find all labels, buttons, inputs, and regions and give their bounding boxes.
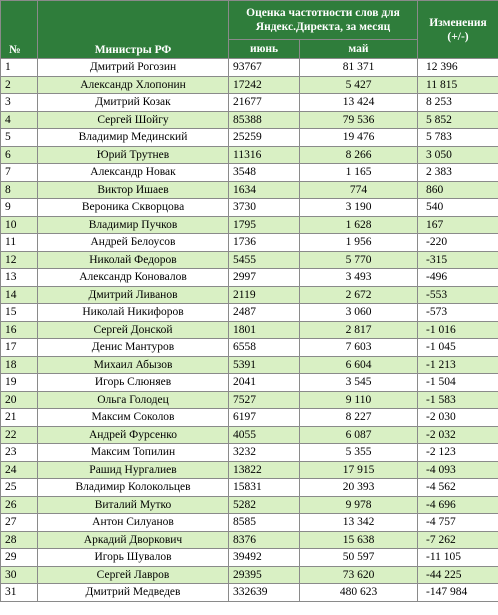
cell-change-value: 167 (418, 216, 498, 234)
cell-june-value: 39492 (229, 549, 300, 567)
table-row (1, 199, 498, 217)
cell-number: 14 (1, 286, 38, 304)
table-row (1, 514, 498, 532)
cell-change-value: -4 093 (418, 461, 498, 479)
cell-minister-name: Игорь Слюняев (38, 374, 229, 392)
cell-minister-name: Андрей Фурсенко (38, 426, 229, 444)
cell-june-value: 93767 (229, 59, 300, 77)
cell-may-value: 1 628 (300, 216, 418, 234)
cell-june-value: 5391 (229, 356, 300, 374)
table-row (1, 461, 498, 479)
cell-june-value: 6558 (229, 339, 300, 357)
cell-minister-name: Игорь Шувалов (38, 549, 229, 567)
cell-minister-name: Дмитрий Медведев (38, 584, 229, 602)
header-frequency-group: Оценка частотности слов для Яндекс.Директа, за месяц (229, 1, 418, 40)
cell-number: 23 (1, 444, 38, 462)
cell-change-value: -315 (418, 251, 498, 269)
cell-change-value: 5 852 (418, 111, 498, 129)
cell-june-value: 3232 (229, 444, 300, 462)
cell-may-value: 50 597 (300, 549, 418, 567)
table-row (1, 111, 498, 129)
cell-may-value: 73 620 (300, 566, 418, 584)
header-number: № (1, 1, 38, 59)
cell-change-value: 8 253 (418, 94, 498, 112)
cell-number: 28 (1, 531, 38, 549)
cell-number: 11 (1, 234, 38, 252)
cell-may-value: 6 087 (300, 426, 418, 444)
cell-change-value: -1 213 (418, 356, 498, 374)
table-row (1, 164, 498, 182)
cell-change-value: -147 984 (418, 584, 498, 602)
cell-may-value: 1 165 (300, 164, 418, 182)
cell-june-value: 13822 (229, 461, 300, 479)
cell-minister-name: Ольга Голодец (38, 391, 229, 409)
cell-minister-name: Дмитрий Рогозин (38, 59, 229, 77)
table-row (1, 321, 498, 339)
cell-may-value: 7 603 (300, 339, 418, 357)
cell-change-value: -553 (418, 286, 498, 304)
table-row (1, 496, 498, 514)
cell-june-value: 3548 (229, 164, 300, 182)
cell-minister-name: Николай Никифоров (38, 304, 229, 322)
cell-number: 5 (1, 129, 38, 147)
cell-june-value: 4055 (229, 426, 300, 444)
cell-number: 10 (1, 216, 38, 234)
cell-may-value: 5 355 (300, 444, 418, 462)
cell-number: 3 (1, 94, 38, 112)
cell-change-value: -1 583 (418, 391, 498, 409)
cell-minister-name: Денис Мантуров (38, 339, 229, 357)
table-row (1, 426, 498, 444)
cell-number: 18 (1, 356, 38, 374)
cell-minister-name: Александр Новак (38, 164, 229, 182)
cell-number: 21 (1, 409, 38, 427)
cell-number: 29 (1, 549, 38, 567)
table-header (1, 1, 498, 59)
cell-number: 9 (1, 199, 38, 217)
cell-minister-name: Рашид Нургалиев (38, 461, 229, 479)
cell-minister-name: Максим Топилин (38, 444, 229, 462)
table-row (1, 129, 498, 147)
cell-may-value: 20 393 (300, 479, 418, 497)
cell-change-value: -7 262 (418, 531, 498, 549)
cell-number: 31 (1, 584, 38, 602)
table-row (1, 269, 498, 287)
table-row (1, 286, 498, 304)
cell-may-value: 79 536 (300, 111, 418, 129)
cell-june-value: 7527 (229, 391, 300, 409)
cell-number: 6 (1, 146, 38, 164)
cell-june-value: 1736 (229, 234, 300, 252)
table-row (1, 409, 498, 427)
cell-may-value: 19 476 (300, 129, 418, 147)
cell-may-value: 3 493 (300, 269, 418, 287)
cell-june-value: 21677 (229, 94, 300, 112)
cell-minister-name: Максим Соколов (38, 409, 229, 427)
cell-may-value: 3 545 (300, 374, 418, 392)
cell-change-value: -496 (418, 269, 498, 287)
table-row (1, 531, 498, 549)
cell-may-value: 9 110 (300, 391, 418, 409)
table-row (1, 549, 498, 567)
cell-minister-name: Юрий Трутнев (38, 146, 229, 164)
cell-minister-name: Владимир Пучков (38, 216, 229, 234)
cell-minister-name: Александр Коновалов (38, 269, 229, 287)
cell-number: 12 (1, 251, 38, 269)
cell-change-value: -573 (418, 304, 498, 322)
cell-may-value: 5 770 (300, 251, 418, 269)
cell-may-value: 774 (300, 181, 418, 199)
cell-number: 25 (1, 479, 38, 497)
cell-change-value: -4 696 (418, 496, 498, 514)
cell-minister-name: Андрей Белоусов (38, 234, 229, 252)
cell-change-value: -11 105 (418, 549, 498, 567)
cell-number: 17 (1, 339, 38, 357)
cell-june-value: 332639 (229, 584, 300, 602)
cell-number: 2 (1, 76, 38, 94)
table-row (1, 479, 498, 497)
cell-number: 1 (1, 59, 38, 77)
cell-minister-name: Владимир Мединский (38, 129, 229, 147)
cell-change-value: 12 396 (418, 59, 498, 77)
cell-may-value: 3 060 (300, 304, 418, 322)
cell-number: 30 (1, 566, 38, 584)
cell-june-value: 8376 (229, 531, 300, 549)
cell-change-value: -220 (418, 234, 498, 252)
cell-may-value: 9 978 (300, 496, 418, 514)
cell-minister-name: Антон Силуанов (38, 514, 229, 532)
cell-june-value: 29395 (229, 566, 300, 584)
header-row-top (1, 1, 498, 40)
cell-change-value: 11 815 (418, 76, 498, 94)
cell-june-value: 11316 (229, 146, 300, 164)
cell-june-value: 1795 (229, 216, 300, 234)
table-row (1, 356, 498, 374)
cell-may-value: 8 266 (300, 146, 418, 164)
cell-number: 16 (1, 321, 38, 339)
cell-may-value: 81 371 (300, 59, 418, 77)
cell-may-value: 6 604 (300, 356, 418, 374)
cell-number: 26 (1, 496, 38, 514)
cell-number: 19 (1, 374, 38, 392)
cell-minister-name: Дмитрий Ливанов (38, 286, 229, 304)
cell-minister-name: Виталий Мутко (38, 496, 229, 514)
cell-may-value: 1 956 (300, 234, 418, 252)
cell-june-value: 1801 (229, 321, 300, 339)
cell-change-value: -2 123 (418, 444, 498, 462)
cell-change-value: -1 016 (418, 321, 498, 339)
header-ministers: Министры РФ (38, 1, 229, 59)
cell-change-value: 540 (418, 199, 498, 217)
cell-may-value: 480 623 (300, 584, 418, 602)
cell-change-value: -2 032 (418, 426, 498, 444)
header-change: Изменения (+/-) (418, 1, 498, 59)
cell-june-value: 5282 (229, 496, 300, 514)
cell-minister-name: Михаил Абызов (38, 356, 229, 374)
cell-may-value: 2 672 (300, 286, 418, 304)
cell-minister-name: Владимир Колокольцев (38, 479, 229, 497)
header-june: июнь (229, 40, 300, 59)
table-row (1, 251, 498, 269)
cell-minister-name: Виктор Ишаев (38, 181, 229, 199)
cell-number: 20 (1, 391, 38, 409)
table-row (1, 146, 498, 164)
cell-may-value: 13 424 (300, 94, 418, 112)
table-row (1, 339, 498, 357)
table-row (1, 94, 498, 112)
cell-change-value: -4 757 (418, 514, 498, 532)
cell-minister-name: Николай Федоров (38, 251, 229, 269)
cell-minister-name: Сергей Донской (38, 321, 229, 339)
cell-minister-name: Дмитрий Козак (38, 94, 229, 112)
cell-june-value: 1634 (229, 181, 300, 199)
cell-june-value: 2119 (229, 286, 300, 304)
cell-change-value: 860 (418, 181, 498, 199)
cell-june-value: 3730 (229, 199, 300, 217)
cell-change-value: -4 562 (418, 479, 498, 497)
cell-may-value: 5 427 (300, 76, 418, 94)
cell-june-value: 2041 (229, 374, 300, 392)
cell-change-value: -44 225 (418, 566, 498, 584)
cell-change-value: 5 783 (418, 129, 498, 147)
cell-number: 24 (1, 461, 38, 479)
table-row (1, 59, 498, 77)
cell-june-value: 6197 (229, 409, 300, 427)
table-row (1, 216, 498, 234)
table-body (1, 59, 498, 602)
table-row (1, 76, 498, 94)
cell-june-value: 5455 (229, 251, 300, 269)
cell-number: 22 (1, 426, 38, 444)
cell-may-value: 8 227 (300, 409, 418, 427)
cell-may-value: 13 342 (300, 514, 418, 532)
table-row (1, 234, 498, 252)
cell-minister-name: Александр Хлопонин (38, 76, 229, 94)
cell-may-value: 3 190 (300, 199, 418, 217)
table-row (1, 444, 498, 462)
cell-change-value: -1 045 (418, 339, 498, 357)
cell-number: 15 (1, 304, 38, 322)
table-row (1, 391, 498, 409)
cell-minister-name: Сергей Лавров (38, 566, 229, 584)
cell-june-value: 8585 (229, 514, 300, 532)
cell-june-value: 2487 (229, 304, 300, 322)
cell-number: 27 (1, 514, 38, 532)
cell-june-value: 85388 (229, 111, 300, 129)
table-row (1, 566, 498, 584)
cell-june-value: 2997 (229, 269, 300, 287)
cell-change-value: -1 504 (418, 374, 498, 392)
cell-change-value: 2 383 (418, 164, 498, 182)
cell-number: 7 (1, 164, 38, 182)
cell-june-value: 15831 (229, 479, 300, 497)
cell-june-value: 17242 (229, 76, 300, 94)
cell-minister-name: Аркадий Дворкович (38, 531, 229, 549)
cell-may-value: 17 915 (300, 461, 418, 479)
cell-number: 8 (1, 181, 38, 199)
cell-minister-name: Вероника Скворцова (38, 199, 229, 217)
cell-may-value: 2 817 (300, 321, 418, 339)
table-row (1, 304, 498, 322)
cell-number: 4 (1, 111, 38, 129)
table-row (1, 374, 498, 392)
cell-minister-name: Сергей Шойгу (38, 111, 229, 129)
cell-number: 13 (1, 269, 38, 287)
cell-change-value: -2 030 (418, 409, 498, 427)
table-row (1, 584, 498, 602)
cell-june-value: 25259 (229, 129, 300, 147)
cell-change-value: 3 050 (418, 146, 498, 164)
table-row (1, 181, 498, 199)
cell-may-value: 15 638 (300, 531, 418, 549)
header-may: май (300, 40, 418, 59)
